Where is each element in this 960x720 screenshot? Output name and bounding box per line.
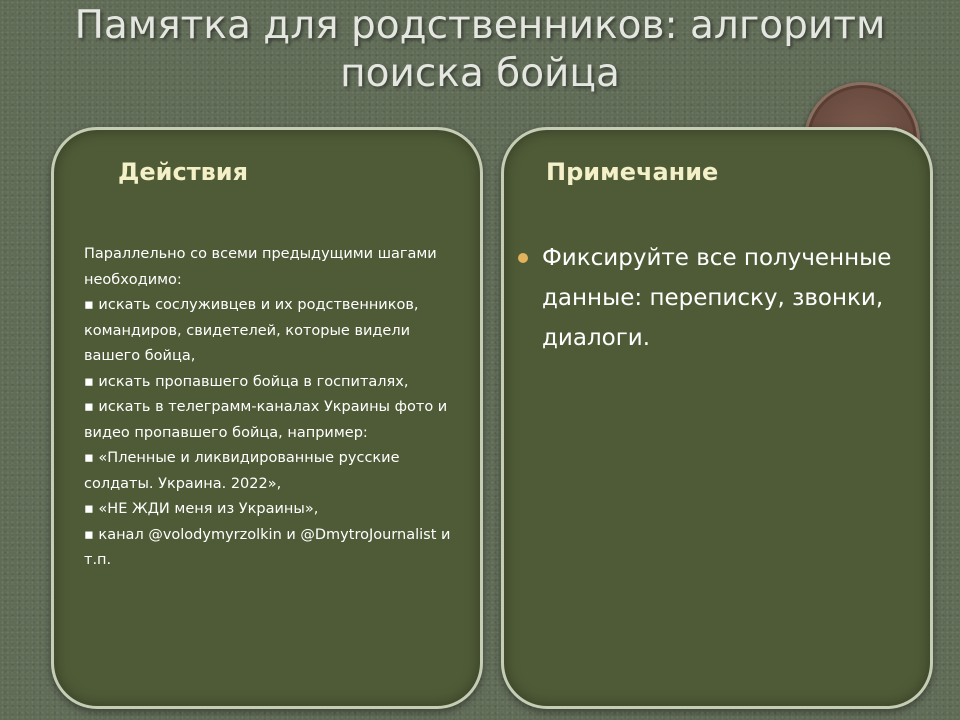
actions-panel: [51, 127, 483, 709]
actions-line: ▪ искать пропавшего бойца в госпиталях,: [84, 373, 409, 390]
actions-body: [84, 242, 462, 574]
notes-list: [518, 238, 914, 358]
actions-line: ▪ канал @volodymyrzolkin и @DmytroJournalist и т.п.: [84, 526, 451, 568]
actions-line: ▪ искать в телеграмм-каналах Украины фото и видео пропавшего бойца, например:: [84, 399, 448, 441]
notes-panel: [501, 127, 933, 709]
actions-heading: Действия: [118, 158, 249, 186]
slide-title: Памятка для родственников: алгоритм поиска бойца: [74, 3, 886, 96]
actions-line: ▪ «Пленные и ликвидированные русские солдаты. Украина. 2022»,: [84, 450, 400, 492]
bullet-dot-icon: [518, 253, 528, 263]
actions-line: Параллельно со всеми предыдущими шагами необходимо:: [84, 246, 437, 288]
notes-heading: Примечание: [546, 158, 719, 186]
actions-line: ▪ искать сослуживцев и их родственников, командиров, свидетелей, которые видели вашего бойца,: [84, 297, 419, 364]
note-item: [518, 238, 914, 358]
actions-line: ▪ «НЕ ЖДИ меня из Украины»,: [84, 501, 319, 517]
note-text: Фиксируйте все полученные данные: переписку, звонки, диалоги.: [542, 245, 892, 351]
